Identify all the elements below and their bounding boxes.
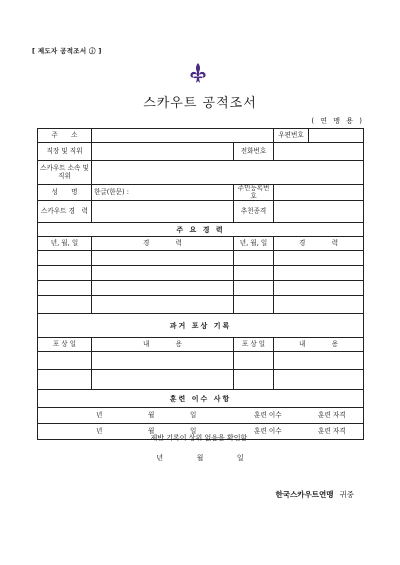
workplace-field[interactable] [92, 143, 234, 161]
rrn-field[interactable] [274, 185, 364, 201]
confirmation-statement: 제반 기록이 상위 없음을 확인함. [150, 434, 250, 442]
training-year: 년 [96, 410, 103, 419]
training-section-header: 훈련 이수 사항 [38, 390, 364, 408]
training-month: 월 [148, 426, 155, 435]
training-day: 일 [190, 426, 197, 435]
career-cell[interactable] [92, 296, 234, 314]
career-content-header: 경 력 [92, 237, 234, 251]
career-date-header: 년, 월, 일 [234, 237, 274, 251]
award-date-cell[interactable] [234, 352, 274, 370]
training-day: 일 [190, 410, 197, 419]
award-date-header: 포 상 일 [38, 338, 92, 352]
training-completed: 훈련 이수 [254, 426, 282, 435]
date-line [0, 453, 400, 463]
address-label: 주 소 [38, 129, 92, 143]
career-date-cell[interactable] [38, 281, 92, 296]
fleur-de-lis-icon [186, 62, 210, 86]
career-cell[interactable] [274, 296, 364, 314]
award-cell[interactable] [274, 370, 364, 390]
career-cell[interactable] [274, 266, 364, 281]
page-title: 스카우트 공적조서 [143, 96, 257, 111]
scout-affiliation-label: 스카우트 소속 및 직위 [38, 161, 92, 185]
award-record-form [37, 128, 364, 440]
form-subtitle: ( 연 맹 용 ) [311, 117, 364, 125]
date-year: 년 [156, 454, 164, 462]
training-qualification: 훈련 자격 [318, 426, 346, 435]
name-label: 성 명 [38, 185, 92, 201]
date-day: 일 [236, 454, 244, 462]
award-cell[interactable] [92, 370, 234, 390]
award-date-header: 포 상 일 [234, 338, 274, 352]
recommendation-label: 추천종격 [234, 201, 274, 223]
career-date-cell[interactable] [234, 296, 274, 314]
career-content-header: 경 력 [274, 237, 364, 251]
scout-career-label: 스카우트 경 력 [38, 201, 92, 223]
phone-label: 전화번호 [234, 143, 274, 161]
career-cell[interactable] [92, 266, 234, 281]
phone-field[interactable] [274, 143, 364, 161]
career-section-header: 주 요 경 력 [38, 223, 364, 237]
date-month: 월 [196, 454, 204, 462]
award-cell[interactable] [92, 352, 234, 370]
workplace-label: 직장 및 직위 [38, 143, 92, 161]
career-date-cell[interactable] [234, 281, 274, 296]
address-field[interactable] [92, 129, 274, 143]
postal-code-label: 우편번호 [274, 129, 309, 143]
training-qualification: 훈련 자격 [318, 410, 346, 419]
name-field[interactable]: 한글(한문) : [92, 185, 234, 201]
award-date-cell[interactable] [38, 370, 92, 390]
form-code: [ 제도자 공적조서 ⓘ ] [32, 47, 102, 55]
award-date-cell[interactable] [234, 370, 274, 390]
career-date-cell[interactable] [234, 251, 274, 266]
rrn-label: 주민등록번호 [234, 185, 274, 201]
organization-suffix: 귀중 [339, 490, 354, 499]
training-year: 년 [96, 426, 103, 435]
career-date-cell[interactable] [38, 266, 92, 281]
training-month: 월 [148, 410, 155, 419]
career-cell[interactable] [274, 281, 364, 296]
training-completed: 훈련 이수 [254, 410, 282, 419]
career-date-cell[interactable] [38, 251, 92, 266]
recipient-organization [276, 489, 354, 500]
career-date-cell[interactable] [38, 296, 92, 314]
career-date-header: 년, 월, 일 [38, 237, 92, 251]
organization-name: 한국스카우트연맹 [275, 490, 334, 499]
awards-section-header: 과거 포상 기록 [38, 314, 364, 338]
training-row[interactable] [38, 408, 364, 424]
career-cell[interactable] [92, 281, 234, 296]
scout-career-field[interactable] [92, 201, 234, 223]
award-date-cell[interactable] [38, 352, 92, 370]
career-cell[interactable] [274, 251, 364, 266]
career-cell[interactable] [92, 251, 234, 266]
recommendation-field[interactable] [274, 201, 364, 223]
award-content-header: 내 용 [92, 338, 234, 352]
career-date-cell[interactable] [234, 266, 274, 281]
postal-code-field[interactable] [309, 129, 364, 143]
award-cell[interactable] [274, 352, 364, 370]
scout-affiliation-field[interactable] [92, 161, 364, 185]
award-content-header: 내 용 [274, 338, 364, 352]
